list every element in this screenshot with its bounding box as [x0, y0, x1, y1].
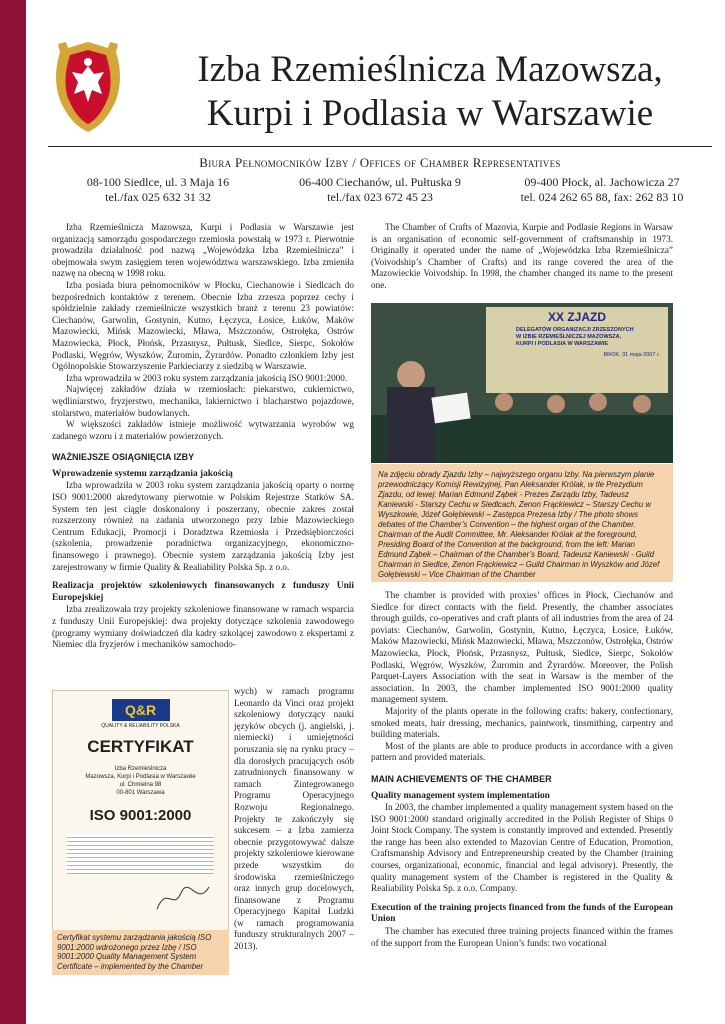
english-text-column-top	[371, 222, 673, 292]
holder-line: Izba Rzemieślnicza	[114, 766, 167, 772]
polish-text-column	[52, 222, 354, 651]
certificate-image	[52, 690, 229, 932]
pl-paragraph: Izba Rzemieślnicza Mazowsza, Kurpi i Podlasia w Warszawie jest organizacją samorządu gospodarczego rzemiosła powstałą w 1973 r. Pierwotnie prowadziła działalność pod nazwą „Wojewódzka Izba Rzemieślnicza” i obejmowała swym zasięgiem teren województwa warszawskiego. Izba zmieniła nazwę na obecną w 1998 roku.	[52, 222, 354, 279]
certificate-caption: Certyfikat systemu zarządzania jakością ISO 9001:2000 wdrożonego przez Izbę / ISO 9001:2000 Quality Management System Certificate – implemented by the Chamber	[57, 933, 212, 971]
office-phone: tel./fax 023 672 45 23	[327, 190, 433, 204]
page-title	[150, 48, 710, 136]
en-subheading: Execution of the training projects financed from the funds of the European Union	[371, 902, 673, 925]
header-divider	[48, 146, 712, 147]
pl-subheading: Realizacja projektów szkoleniowych finansowanych z funduszy Unii Europejskiej	[52, 581, 354, 603]
pl-section-heading: WAŻNIEJSZE OSIĄGNIĘCIA IZBY	[52, 452, 195, 463]
office-phone: tel. 024 262 65 88, fax: 262 83 10	[520, 190, 684, 204]
person-head	[633, 395, 651, 413]
holder-line: ul. Chmielna 98	[119, 782, 162, 788]
certificate-title: CERTYFIKAT	[87, 737, 194, 756]
office-plock	[492, 175, 712, 205]
holder-line: Mazowsza, Kurpi i Podlasia w Warszawie	[85, 774, 196, 780]
title-line-2: Kurpi i Podlasia w Warszawie	[206, 93, 654, 134]
chamber-crest-logo	[48, 38, 128, 134]
pl-paragraph-continued: wych) w ramach programu Leonardo da Vinci oraz projekt szkoleniowy dotyczący nauki języków obcych (j. angielski, j. niemiecki) i umiejętności poruszania się na rynku pracy – dla dorosłych pracujących osób zatrudnionych finansowany w ramach Zintegrowanego Programu Operacyjnego Rozwoju Regionalnego. Projekty te zakończyły się sukcesem – a Izba zamierza obecnie przygotowywać dalsze projekty szkoleniowe kierowane przede wszystkim do środowiska rzemieślniczego oraz innych grup docelowych, finansowane z Programu Operacyjnego Kapitał Ludzki (w ramach programowania funduszy strukturalnych 2007 – 2013).	[234, 686, 354, 952]
banner-text: DELEGATÓW ORGANIZACJI ZRZESZONYCH W IZBIE RZEMIEŚLNICZEJ MAZOWSZA, KURPI I PODLASIA W WARSZAWIE	[516, 327, 634, 347]
pl-subheading: Wprowadzenie systemu zarządzania jakością	[52, 468, 233, 479]
en-paragraph: The Chamber of Crafts of Mazovia, Kurpie and Podlasie Regions in Warsaw is an organisation of economic self-government of craftsmanship in 1973. Originally it operated under the name of „Wojewódzka Izba Rzemieślnicza” (Voivodship’s Chamber of Crafts) and its range covered the area of the Mazowieckie Voivodship. In 1998, the chamber changed its name to the present one.	[371, 222, 673, 290]
office-address: 09-400 Płock, al. Jachowicza 27	[524, 175, 680, 189]
polish-text-column-narrow	[234, 686, 354, 953]
person-head	[495, 393, 513, 411]
office-address: 06-400 Ciechanów, ul. Pułtuska 9	[299, 175, 461, 189]
side-color-bar	[0, 0, 26, 1024]
office-siedlce	[48, 175, 268, 205]
en-paragraph: In 2003, the chamber implemented a quality management system based on the ISO 9001:2000 standard originally accredited in the Polish Register of Ships 0 Joint Stock Company. The system is constantly improved and extended. Presently the range has been also extended to Mazovian Centre of Education, Promotion, Craftsmanship Advisory and Entrepreneurship created by the Chamber (training courses, organizational, economic, financial and legal advisory). Presently, the quality management system of the Chamber is registered in the Quality & Realiability Polska Sp. z o.o. Company.	[371, 802, 673, 894]
office-phone: tel./fax 025 632 31 32	[105, 190, 211, 204]
speaker-body	[387, 387, 435, 463]
pl-paragraph: Izba wprowadziła w 2003 roku system zarządzania jakością ISO 9001:2000.	[66, 372, 348, 383]
certificate-holder	[53, 765, 228, 797]
pl-paragraph: Izba posiada biura pełnomocników w Płocku, Ciechanowie i Siedlcach do bezpośrednich kontaktów z terenem. Obecnie Izba zrzesza poprzez cechy i spółdzielnie zakłady rzemieślnicze wszystkich branż z terenu 23 powiatów: Ciechanów, Garwolin, Gostynin, Kutno, Łęczyca, Łosice, Łuków, Maków Mazowiecki, Mińsk Mazowiecki, Mława, Mszczonów, Ostrołęka, Ostrów Mazowiecka, Płock, Płońsk, Przasnysz, Pułtusk, Siedlce, Sierpc, Sokołów Podlaski, Węgrów, Wyszków, Żuromin, Żyrardów. Ponadto członkiem Izby jest Ogólnopolskie Stowarzyszenie Parkieciarzy z siedzibą w Warszawie.	[52, 279, 354, 372]
banner-title: XX ZJAZD	[547, 310, 606, 324]
certificate-standard: ISO 9001:2000	[89, 807, 192, 824]
speaker-head	[397, 361, 425, 389]
en-section-heading: MAIN ACHIEVEMENTS OF THE CHAMBER	[371, 773, 552, 784]
pl-paragraph: Izba zrealizowała trzy projekty szkoleniowe finansowane w ramach wsparcia z funduszy Unii Europejskiej: dwa projekty dotyczące szkolenia zawodowego (programy wymiany doświadczeń dla kadry szkolącej zawodowo z ekspertami z Niemiec dla fryzjerów i mechaników samochodo-	[52, 604, 354, 650]
person-head	[589, 393, 607, 411]
en-subheading: Quality management system implementation	[371, 790, 550, 801]
person-head	[547, 395, 565, 413]
photo-caption-box	[371, 464, 673, 582]
qr-logo: Q&R	[112, 699, 170, 721]
qr-logo-subtitle: QUALITY & RELIABILITY POLSKA	[101, 723, 180, 729]
holder-line: 00-801 Warszawa	[116, 790, 165, 796]
en-paragraph: The chamber has executed three training projects financed within the frames of the support from the European Union’s funds: two vocational	[371, 926, 673, 948]
pl-paragraph: Izba wprowadziła w 2003 roku system zarządzania jakością oparty o normę ISO 9001:2000 akredytowany pierwotnie w Polskim Rejestrze Statków SA. System ten jest ciągle doskonalony i poszerzany, obecnie zakres został rozszerzony również na zadania utworzonego przy Izbie Mazowieckiego Centrum Edukacji, Promocji i Doradztwa Rzemiosła i Przedsiębiorczości (szkolenia, prowadzenie poradnictwa organizacyjnego, ekonomiczno-finansowego i prawnego). Obecnie system zarządzania jakością Izby jest zarejestrowany w firmie Quality & Realiability Polska Sp. z o.o.	[52, 480, 354, 572]
en-paragraph: The chamber is provided with proxies’ offices in Płock, Ciechanów and Siedlce for direct contacts with the field. Presently, the chamber associates through guilds, co-operatives and craft plants of all industries from the area of 24 poviats: Ciechanów, Garwolin, Gostynin, Kutno, Łęczyca, Łosice, Łuków, Maków Mazowiecki, Mińsk Mazowiecki, Mława, Mszczonów, Ostrołęka, Ostrów Mazowiecka, Płock, Płońsk, Przasnysz, Pułtusk, Siedlce, Sierpc, Sokołów Podlaski, Węgrów, Wyszków, Żuromin and Żyrardów. Moreover, the Polish Parquet-Layers Association with the seat in Warsaw is the member of the association. In 2003, the chamber implemented ISO 9001:2000 quality management system.	[371, 590, 674, 705]
office-ciechanow	[270, 175, 490, 205]
convention-photo	[371, 303, 673, 463]
en-paragraph: Most of the plants are able to produce products in accordance with a given pattern and provided materials.	[371, 740, 673, 763]
speaker-paper	[431, 393, 470, 424]
banner-date: BROK, 31 maja 2007 r.	[603, 352, 660, 358]
pl-paragraph: W większości zakładów istnieje możliwość wytwarzania wyrobów wg zadanego wzoru i z materiałów powierzonych.	[52, 419, 354, 441]
convention-banner	[486, 307, 668, 393]
pl-paragraph: Najwięcej zakładów działa w rzemiosłach: piekarstwo, cukiernictwo, wędliniarstwo, fryzjerstwo, mechanika, lakiernictwo i blacharstwo pojazdowe, stolarstwo, materiałów budowlanych.	[52, 384, 354, 418]
title-line-1: Izba Rzemieślnicza Mazowsza,	[197, 49, 663, 90]
en-paragraph: Majority of the plants operate in the following crafts: bakery, confectionary, smoked meats, hair dressing, mechanics, paintwork, tinsmithing, carpentry and building materials.	[371, 705, 673, 740]
certificate-fine-print	[67, 834, 214, 874]
signature-mark	[153, 881, 213, 915]
photo-caption: Na zdjęciu obrady Zjazdu Izby – najwyższego organu Izby. Na pierwszym planie przewodniczący Komisji Rewizyjnej, Pan Aleksander Królak, w tle Prezydium Zjazdu, od lewej: Marian Edmund Ząbek - Prezes Zarządu Izby, Tadeusz Kaniewski - Starszy Cechu w Siedlcach, Zenon Frąckiewicz – Starszy Cechu w Wyszkowie, Józef Gołębiewski – Zastępca Prezesa Izby / The photo shows debates of the Chamber’s Convention – the highest organ of the Chamber. Chairman of the Audit Committee, Mr. Aleksander Królak at the foreground, Presiding Board of the Convention at the background, from the left: Marian Edmund Ząbek – Chairman of the Chamber’s Board, Tadeusz Kaniewski - Guild Chairman in Siedlce, Zenon Frąckiewicz – Guild Chairman in Wyszków and Józef Gołębiewski – Vice Chairman of the Chamber	[378, 470, 660, 579]
english-text-column	[371, 590, 673, 949]
office-address: 08-100 Siedlce, ul. 3 Maja 16	[86, 175, 230, 189]
offices-heading: Biura Pełnomocników Izby / Offices of Chamber Representatives	[199, 155, 561, 170]
certificate-caption-box	[52, 930, 229, 975]
